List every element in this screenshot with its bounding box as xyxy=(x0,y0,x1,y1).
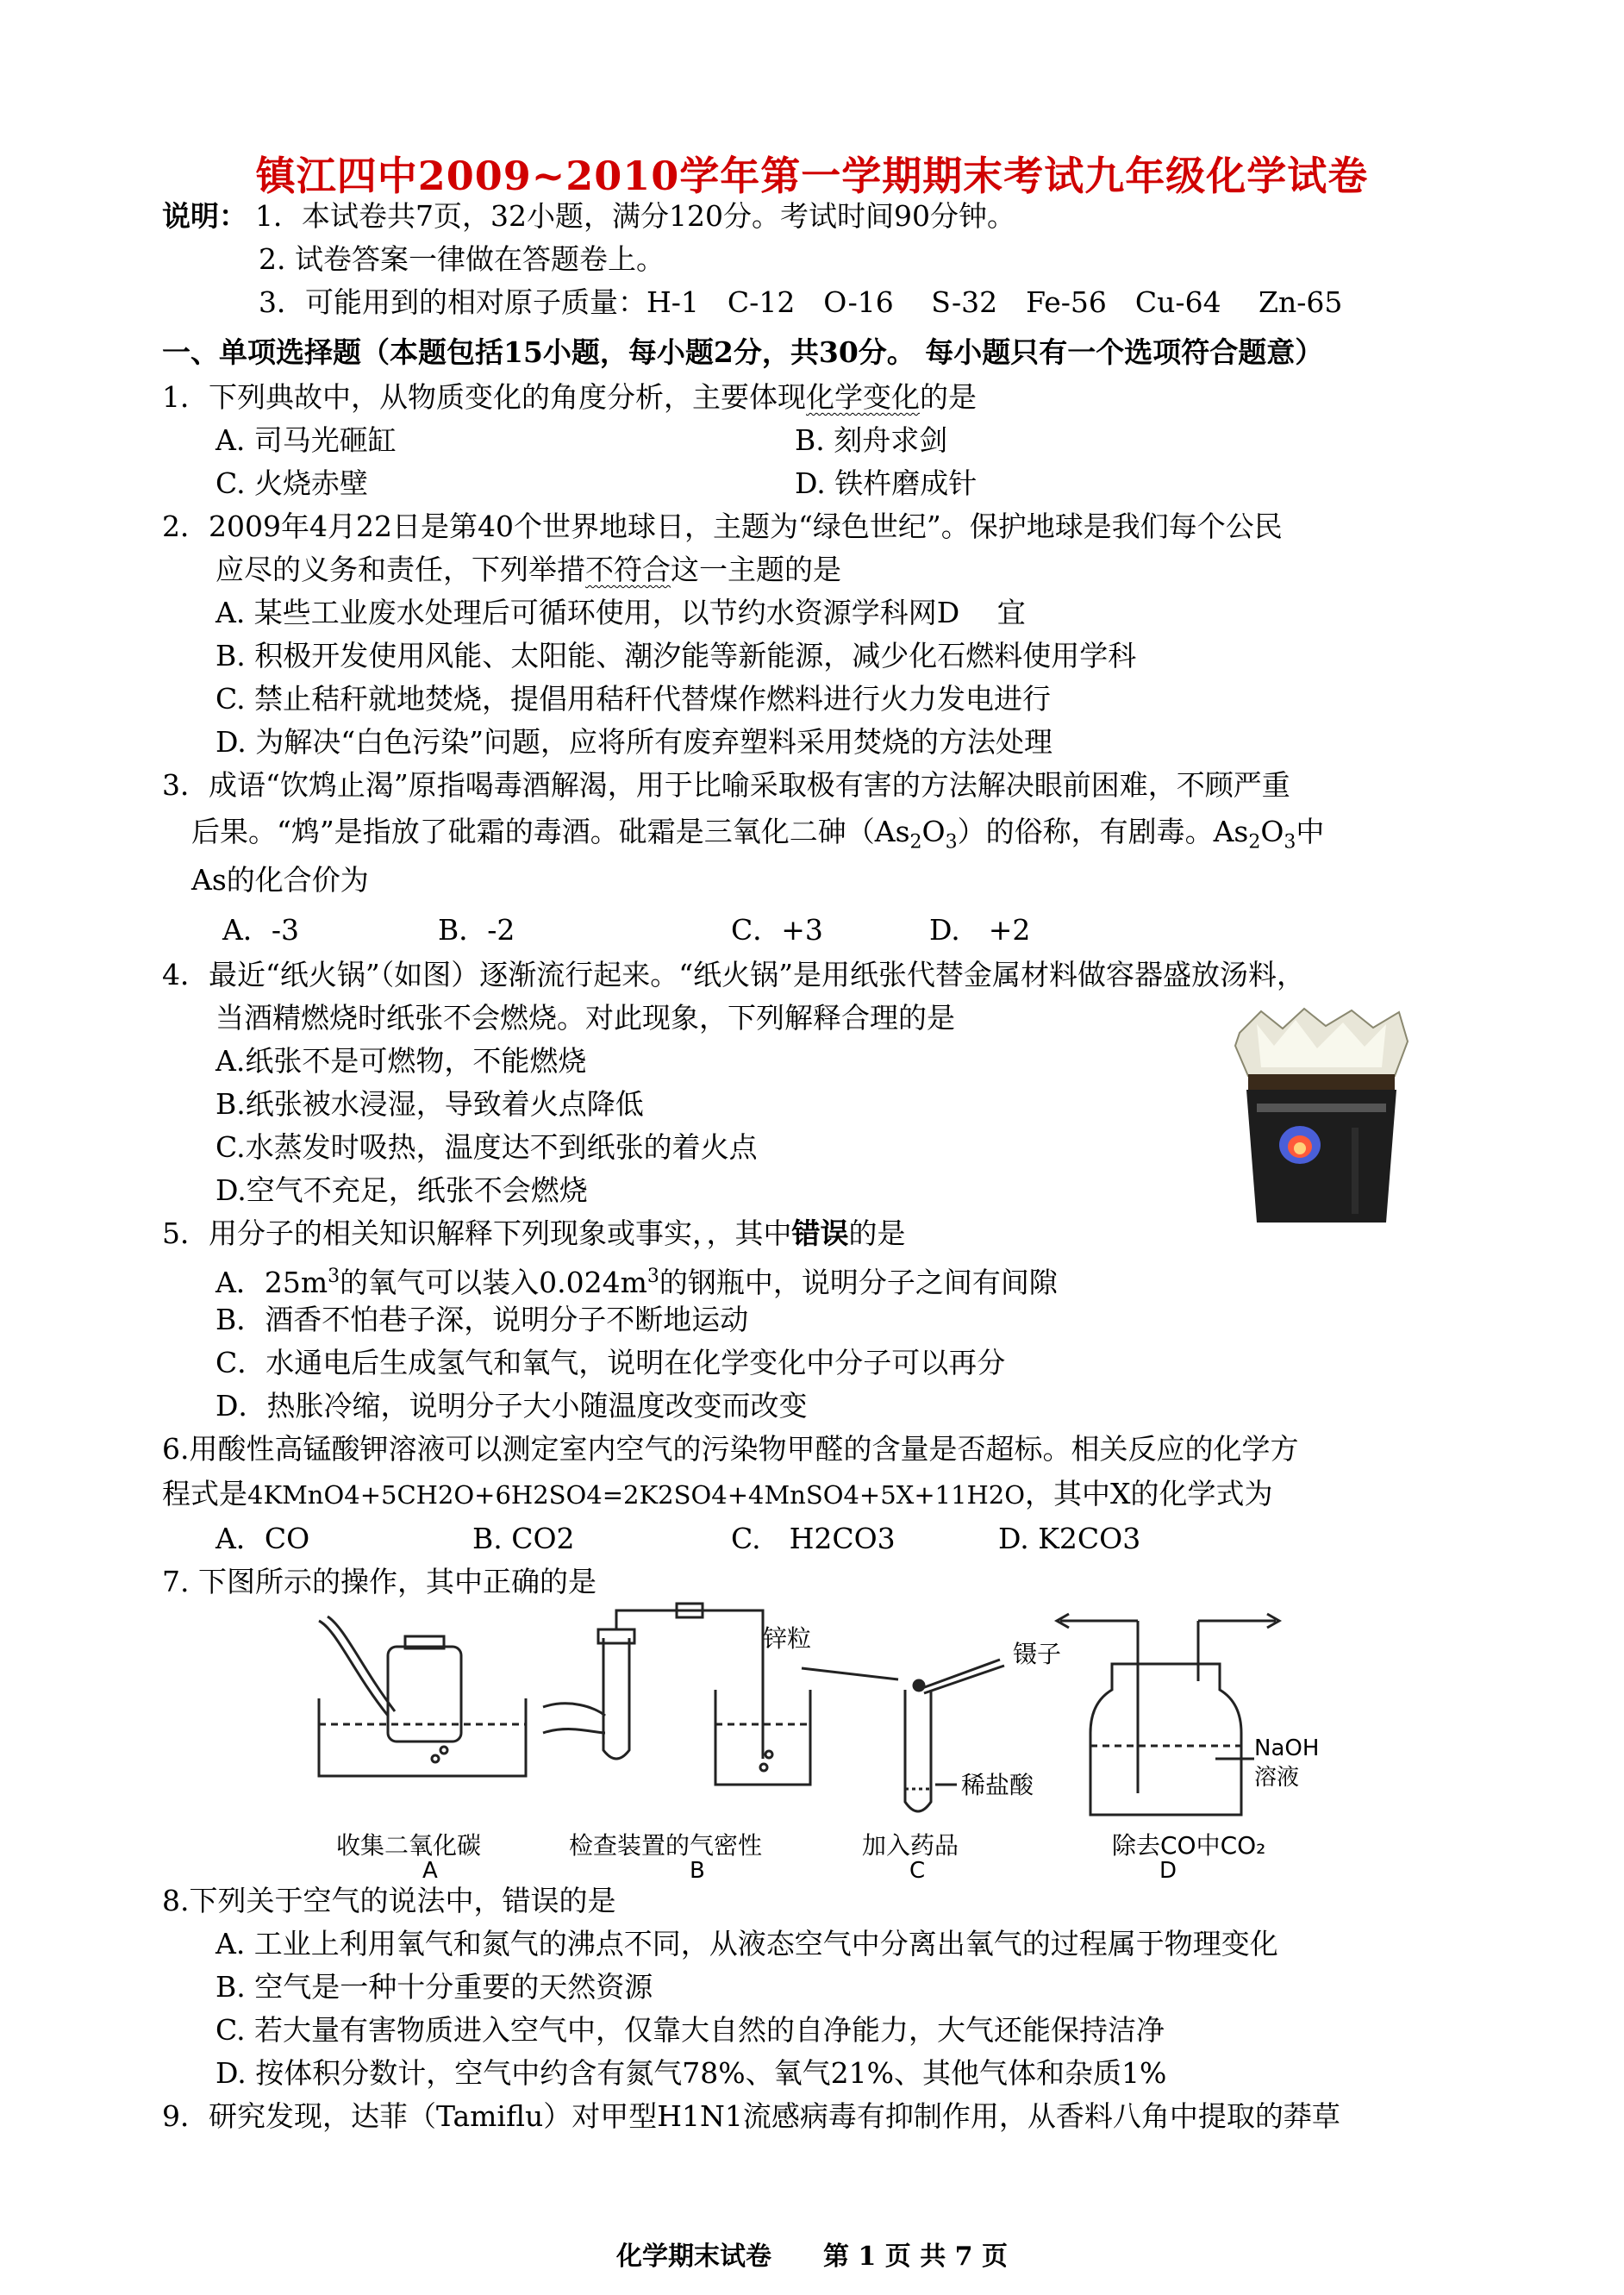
label-add-reagent: 加入药品 xyxy=(862,1831,959,1860)
q3-line1: 3．成语“饮鸩止渴”原指喝毒酒解渴，用于比喻采取极有害的方法解决眼前困难，不顾严重 xyxy=(162,768,1290,802)
exam-title: 镇江四中2009~2010学年第一学期期末考试九年级化学试卷 xyxy=(255,153,1369,199)
page-footer: 化学期末试卷 第 1 页 共 7 页 xyxy=(616,2242,1008,2272)
q3-option-d: D. +2 xyxy=(929,913,1031,947)
label-d: D xyxy=(1159,1858,1177,1879)
q3-option-b: B．-2 xyxy=(438,913,515,947)
q2-option-b: B. 积极开发使用风能、太阳能、潮汐能等新能源，减少化石燃料使用学科 xyxy=(215,639,1137,672)
label-remove-co2: 除去CO中CO₂ xyxy=(1112,1831,1266,1860)
q1-option-b: B. 刻舟求剑 xyxy=(795,423,948,457)
q6-option-a: A．CO xyxy=(215,1522,310,1555)
q8-option-a: A. 工业上利用氧气和氮气的沸点不同，从液态空气中分离出氧气的过程属于物理变化 xyxy=(215,1927,1278,1960)
q4-option-d: D.空气不充足，纸张不会燃烧 xyxy=(215,1173,588,1207)
q4-option-c: C.水蒸发时吸热，温度达不到纸张的着火点 xyxy=(215,1130,758,1164)
q2-option-a: A. 某些工业废水处理后可循环使用，以节约水资源学科网D 宜 xyxy=(215,596,1026,629)
q8-option-c: C. 若大量有害物质进入空气中，仅靠大自然的自净能力，大气还能保持洁净 xyxy=(215,2013,1165,2047)
q2-line1: 2．2009年4月22日是第40个世界地球日，主题为“绿色世纪”。保护地球是我们每个公民 xyxy=(162,510,1283,543)
q3-option-c: C．+3 xyxy=(731,913,823,947)
q8-option-d: D. 按体积分数计，空气中约含有氮气78%、氧气21%、其他气体和杂质1% xyxy=(215,2056,1167,2090)
q1-option-c: C. 火烧赤壁 xyxy=(215,466,369,500)
q2-option-c: C. 禁止秸秆就地焚烧，提倡用秸秆代替煤作燃料进行火力发电进行 xyxy=(215,682,1052,716)
label-solution: 溶液 xyxy=(1254,1765,1300,1791)
note-1: 1．本试卷共7页，32小题，满分120分。考试时间90分钟。 xyxy=(255,199,1015,233)
q6-option-c: C. H2CO3 xyxy=(731,1522,896,1555)
label-a: A xyxy=(422,1858,438,1879)
q6-line2: 程式是4KMnO4+5CH2O+6H2SO4=2K2SO4+4MnSO4+5X+11H2O，其中X的化学式为 xyxy=(162,1477,1273,1510)
q7-stem: 7. 下图所示的操作，其中正确的是 xyxy=(162,1565,597,1598)
q8-option-b: B. 空气是一种十分重要的天然资源 xyxy=(215,1970,653,2004)
label-b: B xyxy=(690,1858,705,1879)
label-naoh: NaOH xyxy=(1254,1735,1320,1761)
q6-option-b: B. CO2 xyxy=(472,1522,575,1555)
q5-option-b: B．酒香不怕巷子深，说明分子不断地运动 xyxy=(215,1303,749,1336)
q8-stem: 8.下列关于空气的说法中，错误的是 xyxy=(162,1884,616,1917)
q1-stem: 1．下列典故中，从物质变化的角度分析，主要体现化学变化的是 xyxy=(162,380,977,414)
q7-apparatus-figure xyxy=(284,1595,1517,1879)
label-collect-co2: 收集二氧化碳 xyxy=(336,1831,482,1860)
q2-option-d: D. 为解决“白色污染”问题，应将所有废弃塑料采用焚烧的方法处理 xyxy=(215,725,1053,759)
paper-hotpot-image xyxy=(1222,1007,1421,1227)
note-3: 3．可能用到的相对原子质量：H-1 C-12 O-16 S-32 Fe-56 Cu-64 Zn-65 xyxy=(259,285,1343,319)
q3-line2: 后果。“鸩”是指放了砒霜的毒酒。砒霜是三氧化二砷$(As_2O_3)$的俗称，有剧毒。$As_2O_3$中 xyxy=(191,815,1325,854)
label-c: C xyxy=(909,1858,926,1879)
q5-option-c: C．水通电后生成氢气和氧气，说明在化学变化中分子可以再分 xyxy=(215,1346,1006,1379)
label-tweezers: 镊子 xyxy=(1013,1640,1062,1668)
notes-label: 说明： xyxy=(162,199,247,233)
q4-option-a: A.纸张不是可燃物，不能燃烧 xyxy=(215,1044,587,1078)
q2-line2: 应尽的义务和责任，下列举措不符合这一主题的是 xyxy=(215,553,841,586)
note-2: 2. 试卷答案一律做在答题卷上。 xyxy=(259,242,665,276)
label-hcl: 稀盐酸 xyxy=(961,1771,1034,1799)
label-zinc: 锌粒 xyxy=(763,1624,812,1653)
q6-line1: 6.用酸性高锰酸钾溶液可以测定室内空气的污染物甲醛的含量是否超标。相关反应的化学方 xyxy=(162,1432,1299,1466)
q3-option-a: A．-3 xyxy=(222,913,299,947)
q5-stem: 5．用分子的相关知识解释下列现象或事实，，其中错误的是 xyxy=(162,1216,906,1250)
q3-line3: As的化合价为 xyxy=(191,863,369,897)
label-check-airtight: 检查装置的气密性 xyxy=(569,1831,763,1860)
q4-option-b: B.纸张被水浸湿，导致着火点降低 xyxy=(215,1087,644,1121)
q6-option-d: D. K2CO3 xyxy=(998,1522,1141,1555)
q4-line2: 当酒精燃烧时纸张不会燃烧。对此现象，下列解释合理的是 xyxy=(215,1001,955,1035)
section-heading: 一、单项选择题（本题包括15小题，每小题2分，共30分。 每小题只有一个选项符合题意） xyxy=(162,335,1324,369)
q1-option-a: A. 司马光砸缸 xyxy=(215,423,397,457)
q6-equation: 4KMnO4+5CH2O+6H2SO4=2K2SO4+4MnSO4+5X+11H2O xyxy=(247,1480,1026,1510)
q1-option-d: D. 铁杵磨成针 xyxy=(795,466,978,500)
q5-option-a: A．$25m^3$的氧气可以装入$0.024m^3$的钢瓶中，说明分子之间有间隙 xyxy=(215,1266,1058,1299)
q4-line1: 4．最近“纸火锅”（如图）逐渐流行起来。“纸火锅”是用纸张代替金属材料做容器盛放汤料， xyxy=(162,958,1305,991)
q9-line1: 9．研究发现，达菲（Tamiflu）对甲型H1N1流感病毒有抑制作用，从香料八角中提取的莽草 xyxy=(162,2099,1340,2133)
q5-option-d: D．热胀冷缩，说明分子大小随温度改变而改变 xyxy=(215,1389,808,1423)
